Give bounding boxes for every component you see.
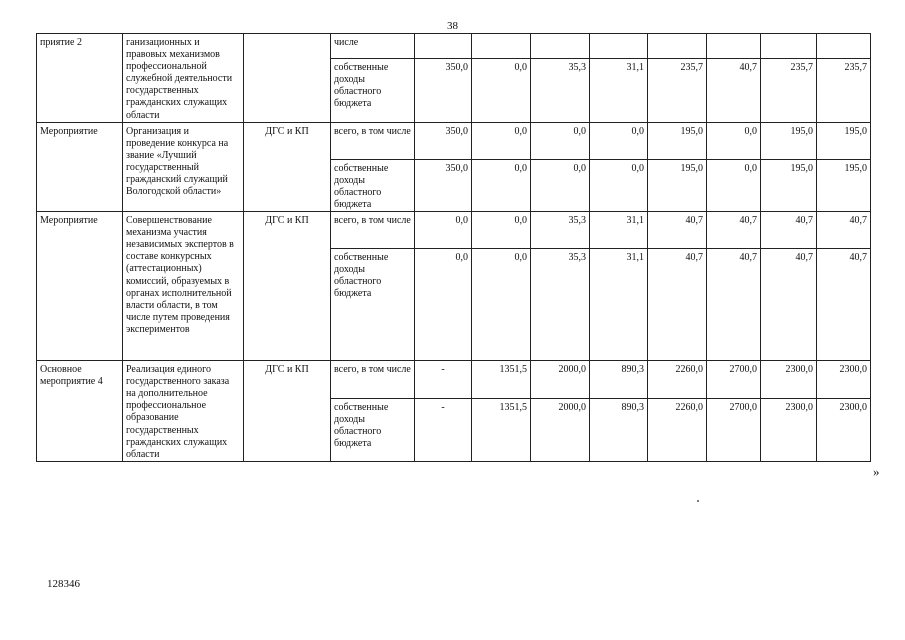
value-cell: 0,0 <box>707 159 761 211</box>
value-cell: 31,1 <box>590 212 648 249</box>
value-cell: 0,0 <box>472 59 531 122</box>
value-cell: 2260,0 <box>648 361 707 399</box>
source-cell: числе <box>331 34 415 59</box>
value-cell: 40,7 <box>761 249 817 361</box>
value-cell: 31,1 <box>590 59 648 122</box>
value-cell: 890,3 <box>590 399 648 462</box>
value-cell: 2000,0 <box>531 361 590 399</box>
value-cell: 35,3 <box>531 212 590 249</box>
value-cell <box>531 34 590 59</box>
value-cell: 0,0 <box>707 122 761 159</box>
table-row <box>37 34 871 59</box>
value-cell: 350,0 <box>415 59 472 122</box>
value-cell: 195,0 <box>648 122 707 159</box>
value-cell: 0,0 <box>531 159 590 211</box>
value-cell: 0,0 <box>472 159 531 211</box>
value-cell: 2300,0 <box>761 361 817 399</box>
budget-table <box>36 33 871 462</box>
status-cell: Мероприятие <box>37 122 123 211</box>
value-cell: 235,7 <box>761 59 817 122</box>
source-cell: собственные доходы областного бюджета <box>331 59 415 122</box>
table-row <box>37 122 871 159</box>
value-cell: 0,0 <box>472 212 531 249</box>
value-cell: 2300,0 <box>817 399 871 462</box>
value-cell: 40,7 <box>648 212 707 249</box>
value-cell <box>707 34 761 59</box>
closing-quote-mark: » <box>873 464 880 479</box>
value-cell: 31,1 <box>590 249 648 361</box>
value-cell: 2300,0 <box>761 399 817 462</box>
value-cell: 235,7 <box>817 59 871 122</box>
measure-name-cell: Совершенствование механизма участия независимых экспертов в составе конкурсных (аттестационных) комиссий, образуемых в органах исполнительной власти области, в том числе путем проведения экспериментов <box>123 212 244 361</box>
table-row <box>37 212 871 249</box>
value-cell: - <box>415 399 472 462</box>
value-cell <box>761 34 817 59</box>
table-row <box>37 361 871 399</box>
page-number: 38 <box>447 20 458 32</box>
value-cell: 195,0 <box>761 122 817 159</box>
source-cell: всего, в том числе <box>331 212 415 249</box>
source-cell: собственные доходы областного бюджета <box>331 249 415 361</box>
value-cell: 0,0 <box>415 249 472 361</box>
value-cell: 0,0 <box>590 159 648 211</box>
value-cell <box>648 34 707 59</box>
value-cell: 195,0 <box>817 122 871 159</box>
value-cell: 40,7 <box>707 212 761 249</box>
value-cell: 35,3 <box>531 59 590 122</box>
value-cell: 40,7 <box>817 249 871 361</box>
value-cell: 0,0 <box>531 122 590 159</box>
source-cell: собственные доходы областного бюджета <box>331 399 415 462</box>
value-cell: 350,0 <box>415 122 472 159</box>
value-cell: 40,7 <box>707 249 761 361</box>
value-cell: 0,0 <box>472 122 531 159</box>
executor-cell: ДГС и КП <box>244 122 331 211</box>
value-cell: 40,7 <box>648 249 707 361</box>
value-cell: 2300,0 <box>817 361 871 399</box>
executor-cell: ДГС и КП <box>244 212 331 361</box>
source-cell: всего, в том числе <box>331 122 415 159</box>
scan-speck <box>697 500 699 502</box>
value-cell <box>590 34 648 59</box>
status-cell: Основное мероприятие 4 <box>37 361 123 462</box>
value-cell: 195,0 <box>761 159 817 211</box>
value-cell: 2700,0 <box>707 361 761 399</box>
value-cell: 195,0 <box>817 159 871 211</box>
value-cell: 1351,5 <box>472 361 531 399</box>
status-cell: Мероприятие <box>37 212 123 361</box>
value-cell <box>415 34 472 59</box>
value-cell: - <box>415 361 472 399</box>
executor-cell: ДГС и КП <box>244 361 331 462</box>
value-cell <box>817 34 871 59</box>
value-cell: 0,0 <box>590 122 648 159</box>
value-cell: 890,3 <box>590 361 648 399</box>
measure-name-cell: ганизационных и правовых механизмов профессиональной служебной деятельности государственных гражданских служащих области <box>123 34 244 123</box>
value-cell: 2000,0 <box>531 399 590 462</box>
status-cell: приятие 2 <box>37 34 123 123</box>
value-cell: 40,7 <box>761 212 817 249</box>
source-cell: всего, в том числе <box>331 361 415 399</box>
value-cell: 2260,0 <box>648 399 707 462</box>
document-code: 128346 <box>47 578 80 590</box>
source-cell: собственные доходы областного бюджета <box>331 159 415 211</box>
value-cell <box>472 34 531 59</box>
value-cell: 235,7 <box>648 59 707 122</box>
value-cell: 40,7 <box>707 59 761 122</box>
value-cell: 0,0 <box>415 212 472 249</box>
value-cell: 2700,0 <box>707 399 761 462</box>
measure-name-cell: Организация и проведение конкурса на звание «Лучший государственный гражданский служащий Вологодской области» <box>123 122 244 211</box>
measure-name-cell: Реализация единого государственного заказа на дополнительное профессиональное образование государственных гражданских служащих области <box>123 361 244 462</box>
executor-cell <box>244 34 331 123</box>
value-cell: 40,7 <box>817 212 871 249</box>
value-cell: 35,3 <box>531 249 590 361</box>
value-cell: 350,0 <box>415 159 472 211</box>
value-cell: 0,0 <box>472 249 531 361</box>
value-cell: 1351,5 <box>472 399 531 462</box>
value-cell: 195,0 <box>648 159 707 211</box>
